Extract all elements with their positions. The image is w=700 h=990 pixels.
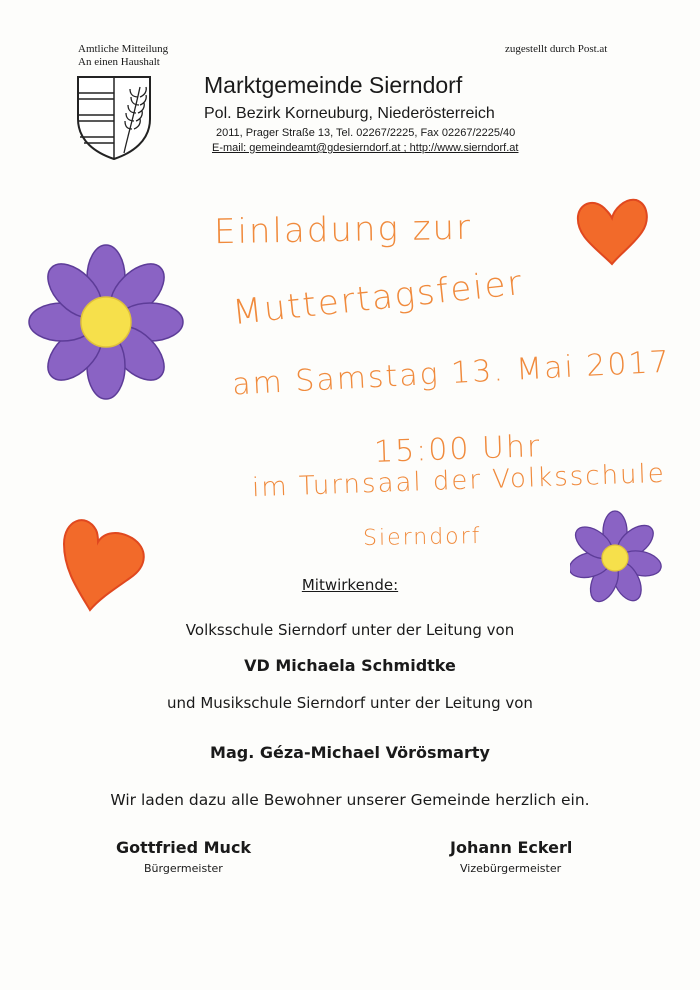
- invitation-line-2: Muttertagsfeier: [230, 262, 526, 334]
- invitation-line-1: Einladung zur: [213, 207, 473, 253]
- invitation-time: 15:00 Uhr: [373, 429, 542, 470]
- signature-name: Johann Eckerl: [450, 838, 573, 857]
- notice-line-1: Amtliche Mitteilung: [78, 43, 169, 55]
- heart-icon: [60, 510, 152, 614]
- signature-role: Bürgermeister: [144, 862, 223, 875]
- signature-vice-mayor: [450, 838, 572, 875]
- closing-text: Wir laden dazu alle Bewohner unserer Gemeinde herzlich ein.: [110, 791, 590, 809]
- signature-name: Gottfried Muck: [116, 838, 252, 857]
- official-notice: [78, 43, 168, 69]
- invitation-date: am Samstag 13. Mai 2017: [231, 344, 672, 403]
- leader-1: VD Michaela Schmidtke: [244, 656, 456, 675]
- notice-line-2: An einen Haushalt: [78, 56, 160, 68]
- participants-line-2: und Musikschule Sierndorf unter der Leitung von: [167, 694, 533, 712]
- signature-mayor: [116, 838, 251, 875]
- signature-role: Vizebürgermeister: [460, 862, 562, 875]
- participants-line-1: Volksschule Sierndorf unter der Leitung von: [185, 621, 515, 639]
- flower-icon: [26, 240, 186, 400]
- municipality-address: 2011, Prager Straße 13, Tel. 02267/2225, Fax 02267/2225/40: [216, 127, 516, 139]
- municipality-contact: E-mail: gemeindeamt@gdesierndorf.at ; http://www.sierndorf.at: [212, 142, 519, 154]
- invitation-location: im Turnsaal der Volksschule: [251, 458, 667, 504]
- municipality-name: Marktgemeinde Sierndorf: [204, 72, 463, 98]
- leader-2: Mag. Géza-Michael Vörösmarty: [210, 743, 490, 762]
- delivery-note: zugestellt durch Post.at: [505, 43, 608, 55]
- invitation-place: Sierndorf: [362, 523, 482, 552]
- municipal-crest-icon: [76, 75, 152, 161]
- municipality-district: Pol. Bezirk Korneuburg, Niederösterreich: [204, 105, 495, 122]
- heart-icon: [574, 196, 650, 268]
- participants-heading: Mitwirkende:: [301, 576, 399, 594]
